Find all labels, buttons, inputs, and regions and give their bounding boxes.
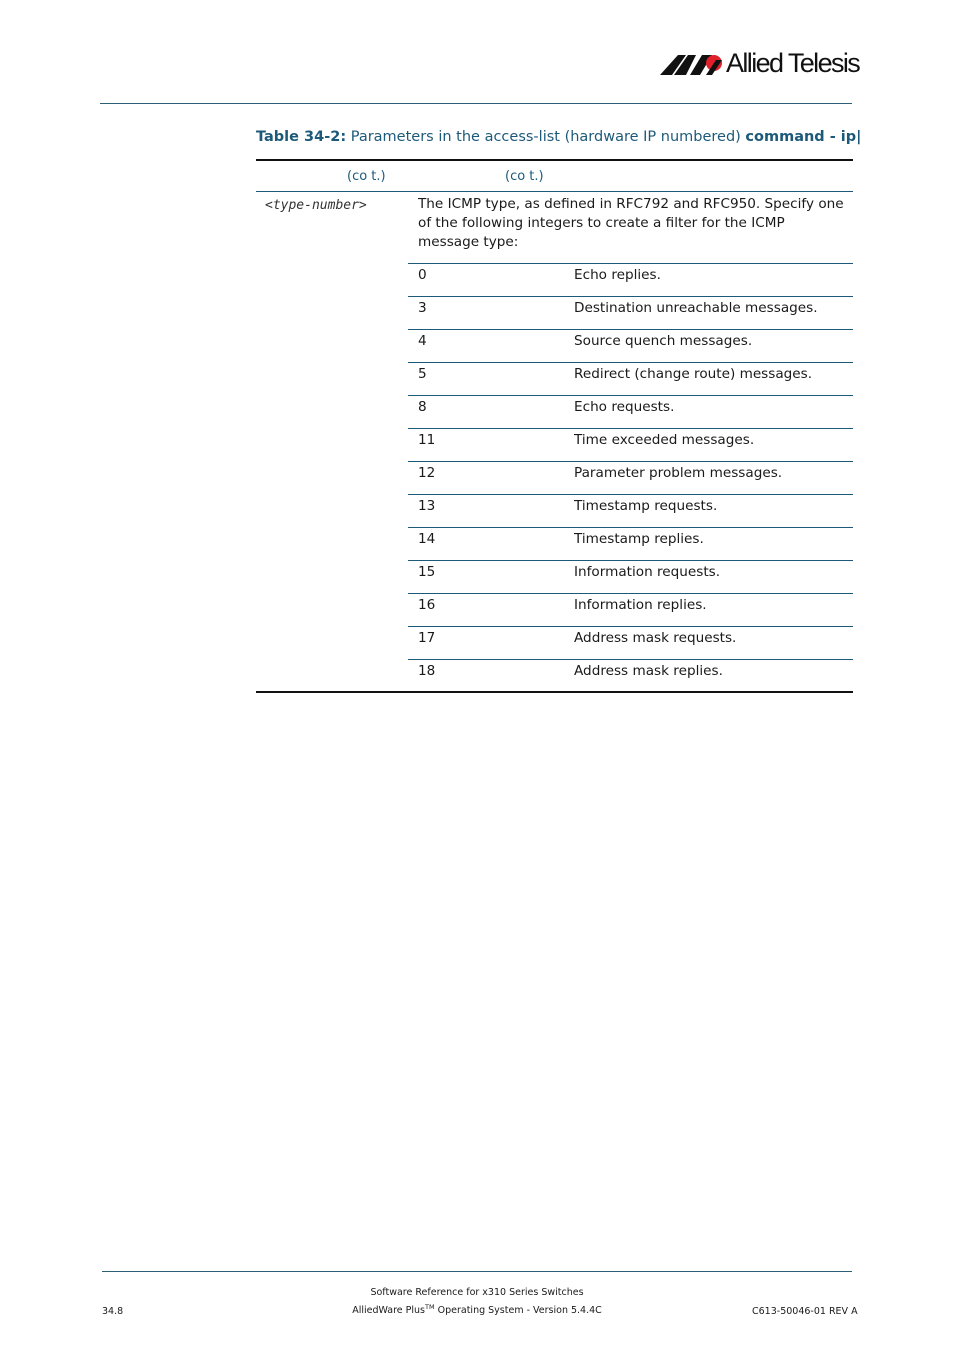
row-separator — [408, 296, 853, 297]
icmp-type-value: 17 — [418, 630, 436, 646]
row-separator — [408, 329, 853, 330]
trademark: TM — [425, 1303, 435, 1311]
icmp-type-meaning: Redirect (change route) messages. — [574, 366, 813, 382]
row-separator — [408, 593, 853, 594]
header-rule — [100, 103, 852, 104]
icmp-type-meaning: Echo replies. — [574, 267, 661, 283]
icmp-type-value: 13 — [418, 498, 436, 514]
row-separator — [408, 428, 853, 429]
icmp-type-meaning: Information requests. — [574, 564, 721, 580]
icmp-type-value: 5 — [418, 366, 427, 382]
row-separator — [408, 560, 853, 561]
icmp-type-meaning: Timestamp requests. — [574, 498, 718, 514]
footer-product — [300, 1303, 654, 1316]
icmp-type-value: 0 — [418, 267, 427, 283]
row-separator — [408, 527, 853, 528]
icmp-type-meaning: Parameter problem messages. — [574, 465, 783, 481]
row-separator — [408, 362, 853, 363]
table-row — [408, 362, 853, 395]
icmp-type-value: 15 — [418, 564, 436, 580]
table-row — [408, 428, 853, 461]
icmp-type-meaning: Address mask requests. — [574, 630, 737, 646]
table-row — [408, 626, 853, 659]
logo-text: Allied Telesis — [726, 48, 860, 78]
table-row — [408, 395, 853, 428]
table-row — [408, 296, 853, 329]
icmp-type-meaning: Information replies. — [574, 597, 707, 613]
icmp-type-value: 4 — [418, 333, 427, 349]
icmp-type-value: 12 — [418, 465, 436, 481]
footer-rule — [102, 1271, 852, 1272]
logo-mark-icon — [660, 52, 724, 76]
icmp-type-meaning: Source quench messages. — [574, 333, 753, 349]
caption-main: Parameters in the access-list (hardware IP numbered) — [350, 129, 741, 145]
table-top-rule — [256, 159, 853, 161]
table-row — [408, 263, 853, 296]
table-row — [408, 494, 853, 527]
row-separator — [408, 395, 853, 396]
icmp-type-value: 16 — [418, 597, 436, 613]
icmp-type-meaning: Timestamp replies. — [574, 531, 704, 547]
icmp-type-value: 18 — [418, 663, 436, 679]
row-separator — [408, 659, 853, 660]
parameter-description: The ICMP type, as defined in RFC792 and RFC950. Specify one of the following integers to create a filter for the ICMP message type: — [418, 196, 844, 250]
table-caption — [256, 129, 862, 145]
row-separator — [408, 263, 853, 264]
icmp-type-meaning: Echo requests. — [574, 399, 675, 415]
row-separator — [408, 494, 853, 495]
footer-reference: Software Reference for x310 Series Switches — [370, 1287, 584, 1298]
table-row — [408, 593, 853, 626]
icmp-type-meaning: Destination unreachable messages. — [574, 300, 818, 316]
table-row — [408, 461, 853, 494]
row-separator — [408, 626, 853, 627]
row-separator — [408, 461, 853, 462]
icmp-type-value: 3 — [418, 300, 427, 316]
icmp-type-value: 11 — [418, 432, 436, 448]
table-row — [408, 527, 853, 560]
table-row — [408, 329, 853, 362]
icmp-type-meaning: Address mask replies. — [574, 663, 723, 679]
page-number: 34.8 — [102, 1306, 124, 1317]
parameter-name: <type-number> — [265, 198, 367, 213]
caption-prefix: Table 34-2: — [256, 129, 347, 145]
table-row — [408, 659, 853, 692]
icmp-type-value: 8 — [418, 399, 427, 415]
product-version: Operating System - Version 5.4.4C — [434, 1305, 602, 1317]
document-id: C613-50046-01 REV A — [752, 1306, 858, 1317]
table-row — [408, 560, 853, 593]
icmp-type-meaning: Time exceeded messages. — [574, 432, 755, 448]
column-header-description: (co t.) — [505, 169, 544, 184]
table-bottom-rule — [256, 691, 853, 693]
product-name: AlliedWare Plus — [352, 1305, 426, 1317]
allied-telesis-logo — [660, 48, 860, 82]
header-separator — [256, 191, 853, 192]
column-header-parameter: (co t.) — [347, 169, 386, 184]
icmp-type-value: 14 — [418, 531, 436, 547]
caption-suffix: command - ip| — [745, 129, 862, 145]
